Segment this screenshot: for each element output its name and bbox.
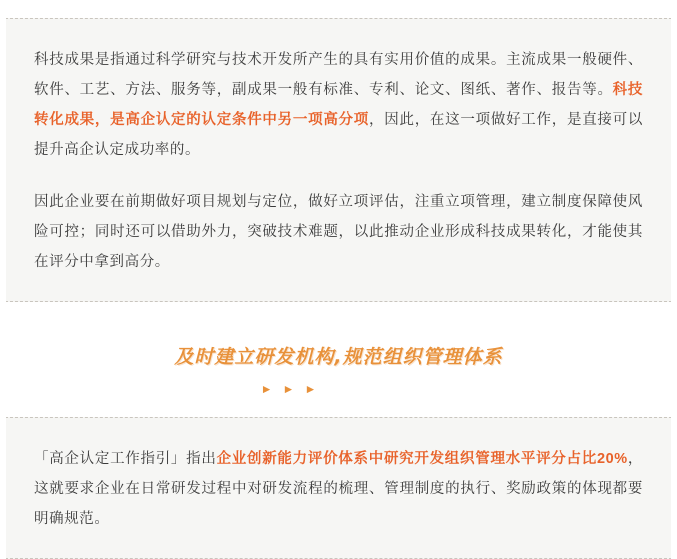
paragraph-tech-achievement: [34, 45, 643, 165]
top-spacer: [0, 0, 677, 18]
arrow-right-icon: ►: [260, 382, 283, 396]
paragraph-1-part-1: 科技成果是指通过科学研究与技术开发所产生的具有实用价值的成果。主流成果一般硬件、软件、工艺、方法、服务等，副成果一般有标准、专利、论文、图纸、著作、报告等。: [34, 52, 643, 98]
paragraph-1-highlight: 科技转化成果，是高企认定的认定条件中另一项高分项: [34, 82, 643, 128]
paragraph-project-planning: 因此企业要在前期做好项目规划与定位，做好立项评估，注重立项管理，建立制度保障使风险可控；同时还可以借助外力，突破技术难题，以此推动企业形成科技成果转化，才能使其在评分中拿到高分。: [34, 194, 643, 270]
mid-spacer: [0, 395, 677, 417]
paragraph-guideline: [34, 444, 643, 534]
content-card-bottom-inner: [0, 418, 677, 558]
content-card-top: [0, 18, 677, 302]
paragraph-2-highlight: 企业创新能力评价体系中研究开发组织管理水平评分占比20%: [216, 451, 628, 467]
arrow-decoration: [0, 383, 677, 395]
arrow-right-icon: ►: [304, 382, 327, 396]
arrow-right-icon: ►: [282, 382, 305, 396]
content-card-top-inner: [0, 19, 677, 301]
paragraph-2-part-1: 「高企认定工作指引」指出: [34, 451, 217, 467]
section-heading-text: 及时建立研发机构,规范组织管理体系: [174, 346, 503, 368]
paragraph-1-part-2: ，因此，在这一项做好工作，是直接可以提升高企认定成功率的。: [34, 112, 643, 158]
section-heading-area: [0, 302, 677, 395]
paragraph-2-part-2: ，这就要求企业在日常研发过程中对研发流程的梳理、管理制度的执行、奖励政策的体现都要明确规范。: [34, 451, 643, 527]
content-card-bottom: [0, 417, 677, 559]
